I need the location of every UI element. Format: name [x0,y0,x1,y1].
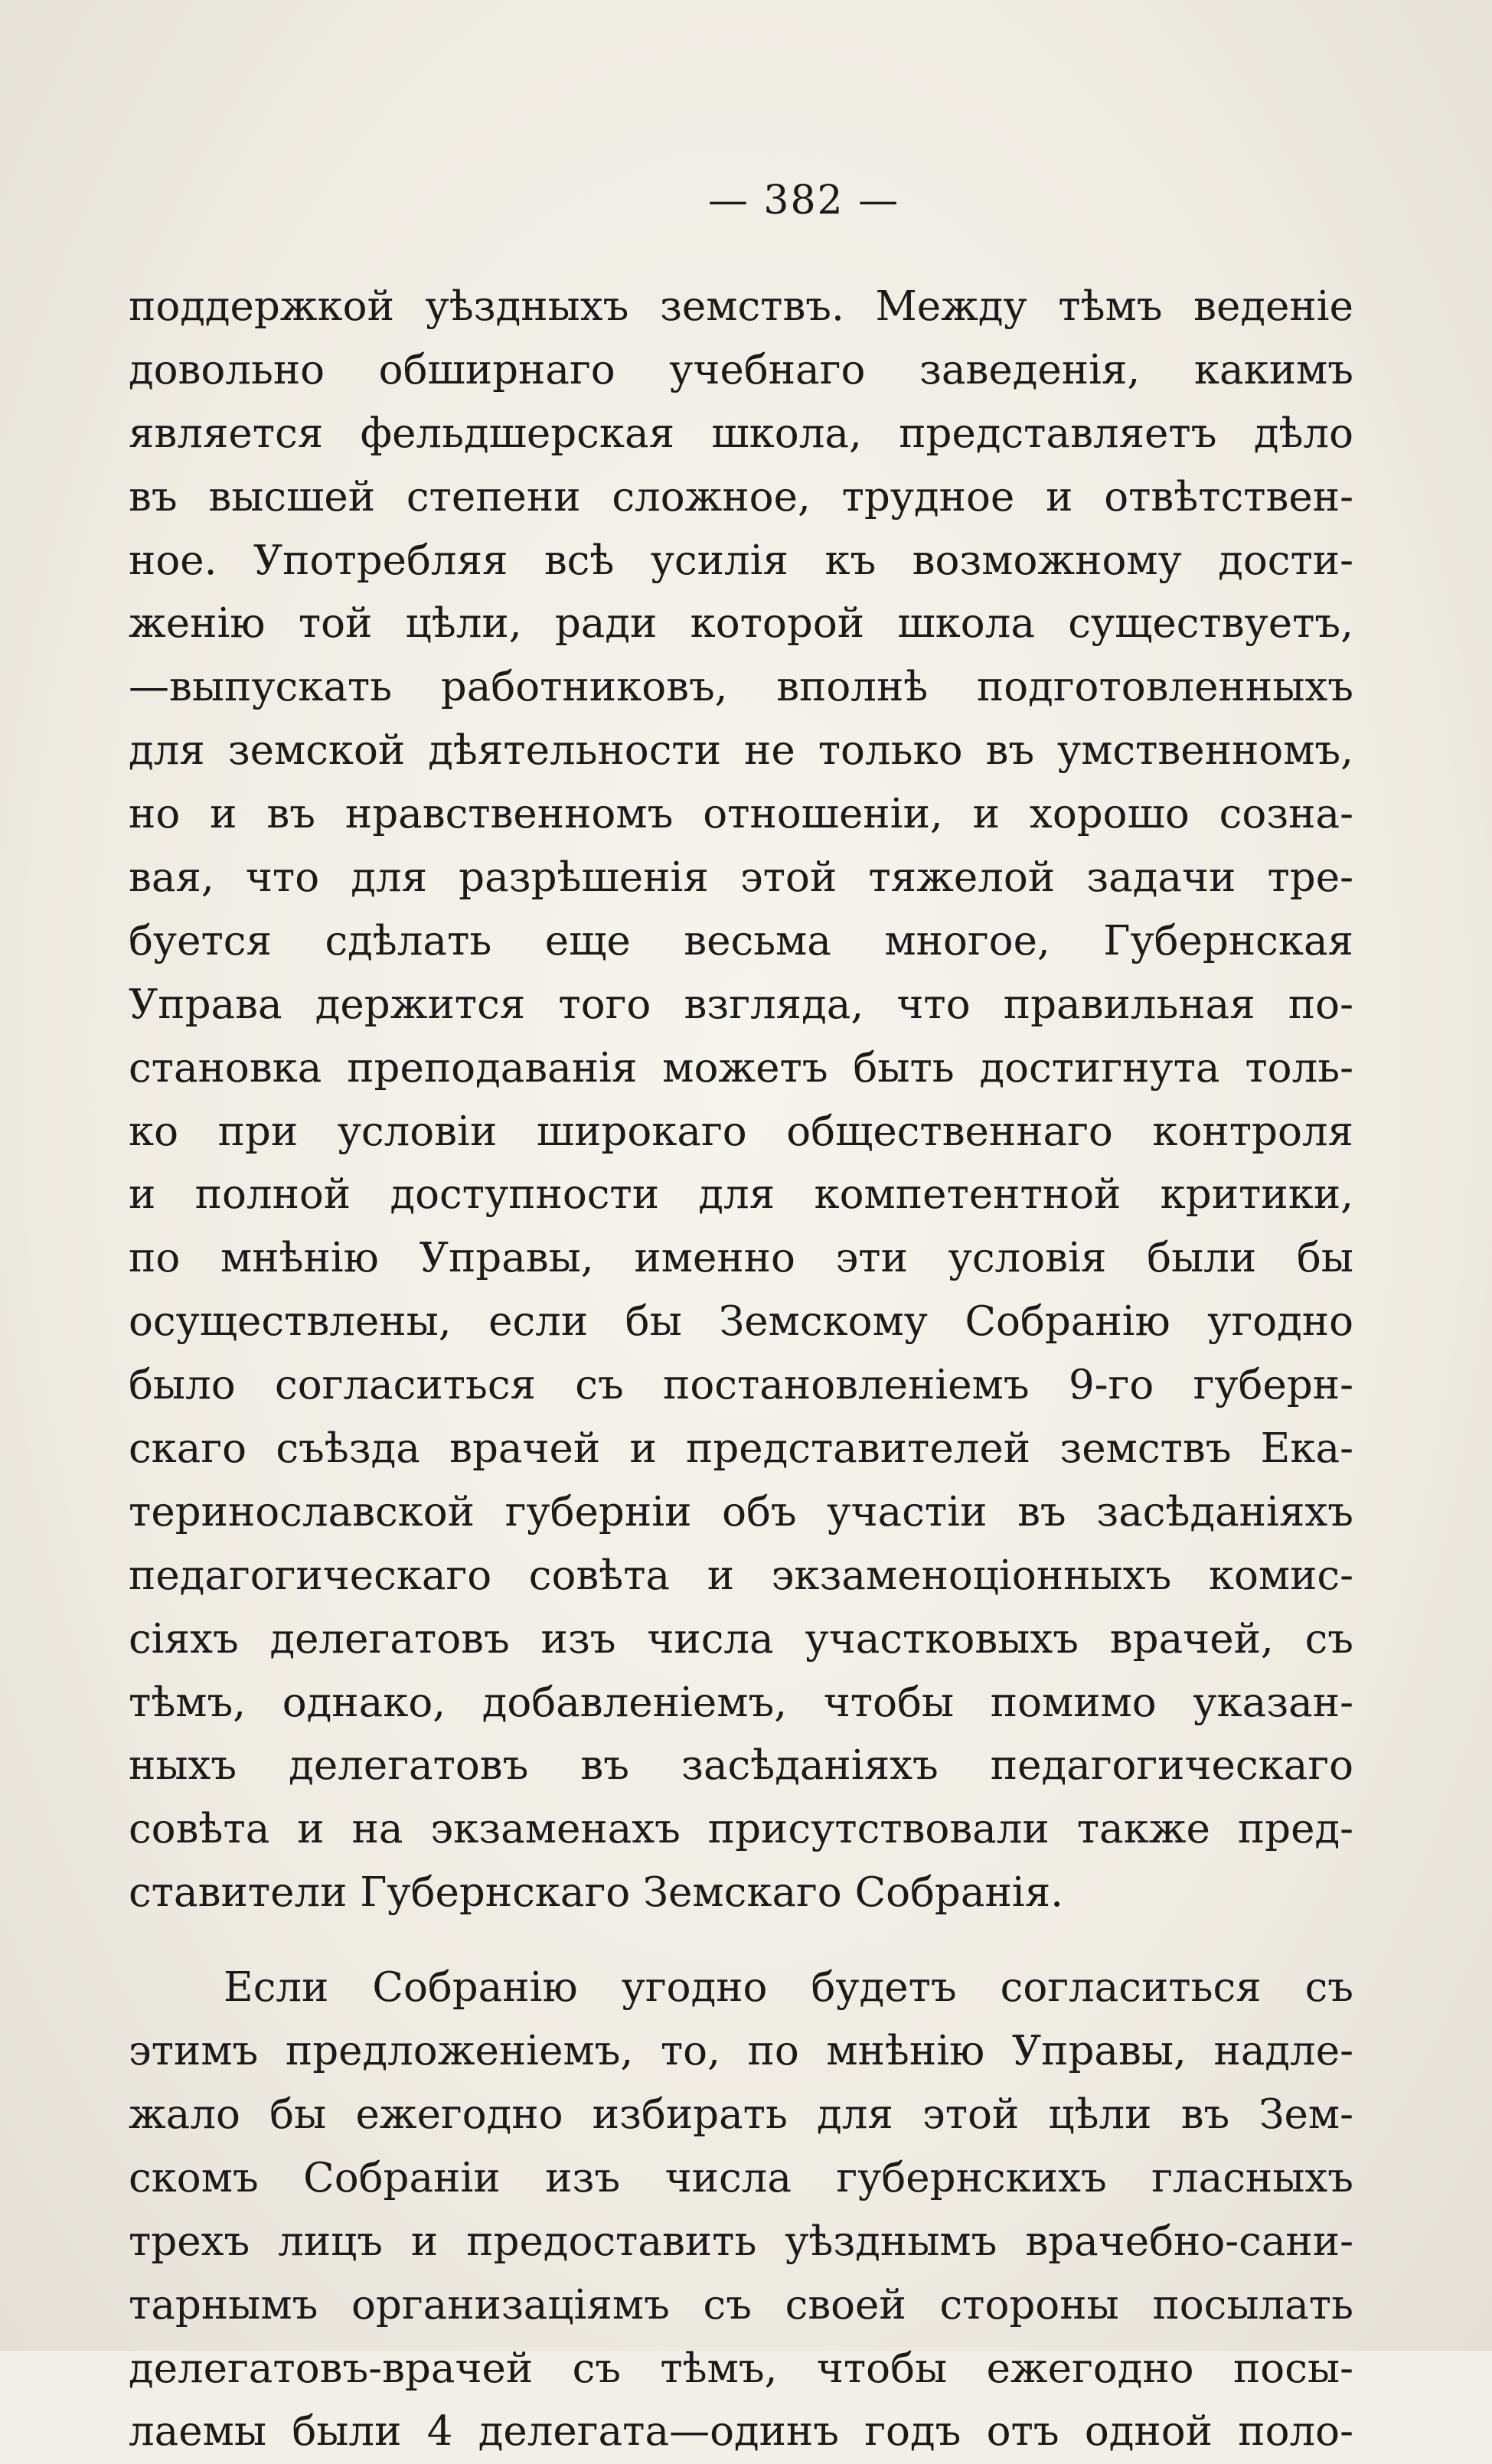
text-line: вая, что для разрѣшенія этой тяжелой задачи тре- [129,854,1353,902]
paragraph-2 [129,1957,1353,2464]
text-line: тѣмъ, однако, добавленіемъ, чтобы помимо указан- [129,1679,1353,1726]
text-line: Если Собранію угодно будетъ согласиться съ [224,1964,1353,2012]
text-line: сіяхъ делегатовъ изъ числа участковыхъ врачей, съ [129,1615,1353,1663]
text-line: совѣта и на экзаменахъ присутствовали также пред- [129,1806,1353,1853]
text-line: трехъ лицъ и предоставить уѣзднымъ врачебно-сани- [129,2218,1353,2265]
text-line: осуществлены, если бы Земскому Собранію угодно [129,1298,1353,1346]
text-line: и полной доступности для компетентной критики, [129,1171,1353,1219]
paragraph-1 [129,276,1353,1925]
text-line: скомъ Собраніи изъ числа губернскихъ гласныхъ [129,2154,1353,2201]
text-line: по мнѣнію Управы, именно эти условія были бы [129,1235,1353,1282]
text-line: этимъ предложеніемъ, то, по мнѣнію Управы, надле- [129,2028,1353,2075]
text-line: ставители Губернскаго Земскаго Собранія. [129,1869,1064,1917]
text-line: ко при условіи широкаго общественнаго контроля [129,1108,1353,1155]
page-number: — 382 — [707,178,900,224]
text-line: скаго съѣзда врачей и представителей земствъ Ека- [129,1425,1353,1473]
text-line: является фельдшерская школа, представляетъ дѣло [129,410,1353,457]
text-line: но и въ нравственномъ отношеніи, и хорошо созна- [129,791,1353,838]
text-line: лаемы были 4 делегата—одинъ годъ отъ одной поло- [129,2408,1353,2456]
text-line: делегатовъ-врачей съ тѣмъ, чтобы ежегодно посы- [129,2345,1353,2392]
text-line: педагогическаго совѣта и экзаменоціонныхъ комис- [129,1552,1353,1599]
text-line: ное. Употребляя всѣ усилія къ возможному дости- [129,537,1353,584]
text-line: жало бы ежегодно избирать для этой цѣли въ Зем- [129,2090,1353,2138]
text-line: Управа держится того взгляда, что правильная по- [129,981,1353,1028]
text-line: въ высшей степени сложное, трудное и отвѣтствен- [129,473,1353,521]
text-line: ныхъ делегатовъ въ засѣданіяхъ педагогическаго [129,1742,1353,1790]
text-line: было согласиться съ постановленіемъ 9-го губерн- [129,1362,1353,1409]
text-line: для земской дѣятельности не только въ умственномъ, [129,727,1353,775]
text-line: поддержкой уѣздныхъ земствъ. Между тѣмъ веденіе [129,283,1353,330]
text-line: женію той цѣли, ради которой школа существуетъ, [129,600,1353,648]
text-line: становка преподаванія можетъ быть достигнута толь- [129,1044,1353,1092]
text-line: довольно обширнаго учебнаго заведенія, какимъ [129,346,1353,393]
text-line: теринославской губерніи объ участіи въ засѣданіяхъ [129,1488,1353,1536]
text-line: тарнымъ организаціямъ съ своей стороны посылать [129,2281,1353,2329]
text-line: —выпускать работниковъ, вполнѣ подготовленныхъ [129,664,1353,711]
body-text [129,276,1353,2464]
paragraph-gap [129,1925,1353,1957]
text-line: буется сдѣлать еще весьма многое, Губернская [129,917,1353,964]
